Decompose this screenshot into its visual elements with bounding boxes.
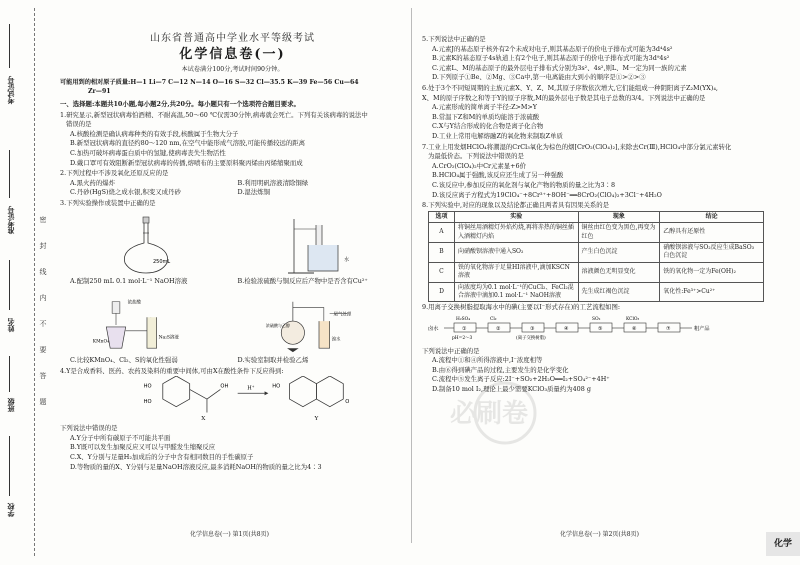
table-row bbox=[429, 262, 764, 282]
question-stem: 4.Y是合成香料、医药、农药及染料的重要中间体,可由X在酸性条件下反应得到: bbox=[60, 366, 284, 375]
question-8 bbox=[422, 201, 774, 302]
table-cell: 铜丝由红色变为黑色,再变为红色 bbox=[578, 223, 660, 243]
option-d: D.工业上常用电解熔融Z的氧化物来制取Z单质 bbox=[432, 131, 563, 140]
table-row bbox=[429, 282, 764, 302]
svg-text:HO: HO bbox=[272, 383, 281, 390]
option-c: C.X、Y分别与足量H₂加成后的分子中含有相同数目的手性碳原子 bbox=[70, 453, 254, 462]
table-cell: 将铜丝用酒精灯外焰灼烧,再将赤热的铜丝插入酒精灯内焰 bbox=[454, 223, 578, 243]
table-cell: C bbox=[429, 262, 455, 282]
table-cell: 先生成红褐色沉淀 bbox=[578, 282, 660, 302]
reaction-scheme-figure bbox=[60, 376, 400, 424]
label-kmno4: KMnO₄ bbox=[93, 339, 110, 345]
flow-reagent: SO₂ bbox=[592, 316, 601, 322]
option-d: D.等物质的量的X、Y分别与足量NaOH溶液反应,最多消耗NaOH的物质的量之比为4∶3 bbox=[70, 462, 322, 471]
table-cell: 产生白色沉淀 bbox=[578, 242, 660, 262]
question-stem: 2.下列过程中不涉及氧化还原反应的是 bbox=[60, 169, 169, 178]
question-7 bbox=[422, 143, 774, 201]
option-d: D.制备10 mol I₂,理论上最少需要KClO₃质量约为408 g bbox=[432, 384, 591, 393]
paper-title: 化学信息卷(一) bbox=[179, 46, 286, 62]
option-d: D.湿法炼铜 bbox=[237, 188, 270, 197]
exam-note: 本试卷满分100分,考试时间90分钟。 bbox=[181, 66, 284, 74]
flow-reagent: Cl₂ bbox=[490, 316, 497, 322]
question-stem: X、M的原子序数之和等于Y的原子序数,M的最外层电子数是其电子总数的3/4。下列说法中正确的是 bbox=[422, 93, 706, 102]
option-d: D.该反应离子方程式为19ClO₄⁻+8Cr³⁺+8OH⁻══8CrO₂(ClO₄)₂+3Cl⁻+4H₂O bbox=[432, 190, 662, 199]
question-stem: 9.用离子交换树脂提取海水中的碘(主要以I⁻形式存在)的工艺流程如图: bbox=[422, 303, 621, 312]
ethylene-apparatus-figure bbox=[264, 294, 374, 354]
table-header-cell: 选项 bbox=[429, 211, 455, 222]
seal-char: 要 bbox=[39, 346, 47, 353]
label-na2s: Na₂S溶液 bbox=[158, 335, 180, 341]
label-water: 水 bbox=[343, 256, 349, 263]
margin-field-ticket-id: 准考证号 bbox=[6, 206, 15, 234]
seal-char: 答 bbox=[39, 372, 47, 379]
question-5 bbox=[422, 35, 774, 83]
label-compound-y: Y bbox=[314, 416, 319, 423]
section-heading: 一、选择题:本题共10小题,每小题2分,共20分。每小题只有一个选项符合题目要求。 bbox=[60, 99, 300, 108]
question-6 bbox=[422, 84, 774, 142]
option-b: B.HClO₄属于强酸,该反应还生成了另一种强酸 bbox=[432, 171, 564, 180]
margin-underline bbox=[9, 150, 10, 198]
flow-condition: (离子交换树脂) bbox=[516, 335, 546, 341]
figure-caption-b: B.检验浓硫酸与铜反应后产物中是否含有Cu²⁺ bbox=[237, 276, 368, 285]
flow-step: ② bbox=[496, 325, 501, 332]
figure-caption-c: C.比较KMnO₄、Cl₂、S的氧化性强弱 bbox=[70, 356, 178, 365]
margin-underline bbox=[9, 436, 10, 496]
table-cell: A bbox=[429, 223, 455, 243]
svg-text:OH: OH bbox=[220, 383, 229, 390]
flow-step: ③ bbox=[530, 325, 535, 332]
option-b: B.由⑥得到碘产品的过程,主要发生的是化学变化 bbox=[432, 365, 569, 374]
question-2 bbox=[60, 169, 405, 198]
flow-step: ⑦ bbox=[666, 325, 671, 332]
subject-corner-tab: 化学 bbox=[766, 532, 800, 556]
seal-char: 密 bbox=[39, 216, 47, 223]
flow-step: ④ bbox=[564, 325, 569, 332]
label-acid-ethanol: 浓硫酸与乙醇 bbox=[265, 322, 290, 328]
margin-field-school: 学校 bbox=[6, 503, 15, 517]
flow-condition: pH=2～3 bbox=[452, 335, 473, 341]
option-c: C.元素L、M的基态原子的最外层电子排布式分别为3s²、4s²,则L、M一定为同一族的元素 bbox=[432, 63, 687, 72]
svg-text:HO: HO bbox=[143, 383, 152, 390]
process-flow-figure bbox=[426, 315, 766, 341]
svg-text:250mL: 250mL bbox=[153, 258, 171, 265]
atomic-masses: 可能用到的相对原子质量:H—1 Li—7 C—12 N—14 O—16 S—32 Cl—35.5 K—39 Fe—56 Cu—64 bbox=[60, 78, 359, 86]
option-c: C.流程中⑤发生离子反应:2I⁻+SO₂+2H₂O══I₂+SO₄²⁻+4H⁺ bbox=[432, 375, 610, 384]
watermark-logo bbox=[430, 378, 580, 448]
table-cell: 铁的氧化物一定为Fe(OH)₂ bbox=[660, 262, 764, 282]
question-sub-stem: 下列说法中错误的是 bbox=[60, 424, 118, 433]
question-stem: 7.工业上用发烟HClO₄将潮湿的CrCl₃氧化为棕色的烟[CrO₂(ClO₄)₂],来除去Cr(Ⅲ),HClO₄中部分氯元素转化 bbox=[422, 142, 732, 151]
right-page bbox=[422, 34, 774, 395]
question-stem: 3.下列实验操作或装置中正确的是 bbox=[60, 198, 156, 207]
margin-field-name: 姓名 bbox=[6, 318, 15, 332]
question-stem: 8.下列实验中,对应的现象以及结论都正确且两者具有因果关系的是 bbox=[422, 201, 610, 210]
option-c: C.丹砂(HgS)烧之成水银,积变又成丹砂 bbox=[70, 188, 181, 197]
option-b: B.Y既可以发生加聚反应又可以与甲醛发生缩聚反应 bbox=[70, 443, 216, 452]
table-cell: 乙醇具有还原性 bbox=[660, 223, 764, 243]
page-divider bbox=[411, 8, 412, 543]
flow-start: 卤水 bbox=[428, 325, 439, 332]
question-stem: 错误的是 bbox=[66, 120, 92, 129]
label-bromine-water: 溴水 bbox=[331, 337, 341, 343]
margin-underline bbox=[9, 260, 10, 310]
option-a: A.元素形成的简单离子半径:Z>M>Y bbox=[432, 103, 538, 112]
option-b: B.新型冠状病毒的直径约80～120 nm,在空气中能形成气溶胶,可能传播较远的距离 bbox=[70, 139, 306, 148]
option-a: A.核酸检测是确认病毒种类的有效手段,核酸属于生物大分子 bbox=[70, 129, 239, 138]
table-header-cell: 结论 bbox=[660, 211, 764, 222]
kmno4-apparatus-figure bbox=[91, 294, 201, 354]
margin-underline bbox=[9, 24, 10, 68]
flow-reagent: H₂SO₄ bbox=[456, 316, 470, 322]
table-header-row bbox=[429, 211, 764, 222]
question-stem: 6.处于3个不同短周期的主族元素X、Y、Z、M,其原子序数依次增大,它们能组成一种阴阳离子Z₂M(YX)₄, bbox=[422, 83, 718, 92]
question-sub-stem: 下列说法中正确的是 bbox=[422, 346, 480, 355]
figure-caption-a: A.配制250 mL 0.1 mol·L⁻¹ NaOH溶液 bbox=[70, 276, 188, 285]
option-b: B.利用明矾溶液清除铜绿 bbox=[237, 178, 309, 187]
question-stem: 5.下列说法中正确的是 bbox=[422, 35, 486, 43]
table-cell: B bbox=[429, 242, 455, 262]
option-a: A.元素J的基态原子核外有2个未成对电子,则其基态原子的价电子排布式可能为3d⁴4s² bbox=[432, 44, 673, 53]
table-cell: 溶液颜色无明显变化 bbox=[578, 262, 660, 282]
question-stem: 为最低价态。下列说法中错误的是 bbox=[428, 152, 524, 161]
margin-field-exam-id: 考试证号 bbox=[6, 76, 15, 104]
svg-text:O: O bbox=[345, 399, 350, 406]
table-header-cell: 实验 bbox=[454, 211, 578, 222]
option-a: A.CrO₂(ClO₄)₂中Cr元素显+6价 bbox=[432, 161, 526, 170]
margin-underline bbox=[9, 356, 10, 392]
flow-step: ① bbox=[462, 325, 467, 332]
flow-reagent: KClO₃ bbox=[626, 316, 640, 322]
option-d: D.戴口罩可有效阻断新型冠状病毒的传播,熔喷布的主要原料聚丙烯由丙烯缩聚而成 bbox=[70, 158, 303, 167]
seal-char: 不 bbox=[39, 320, 47, 327]
table-row bbox=[429, 223, 764, 243]
table-cell: 铁的氧化物溶于足量HI溶液中,滴加KSCN溶液 bbox=[454, 262, 578, 282]
label-compound-x: X bbox=[201, 416, 206, 423]
table-cell: D bbox=[429, 282, 455, 302]
option-a: A.黑火药的爆炸 bbox=[70, 178, 115, 187]
beaker-test-tube-figure bbox=[264, 215, 374, 275]
table-cell: 硝酸钡溶液与SO₂反应生成BaSO₃白色沉淀 bbox=[660, 242, 764, 262]
table-row bbox=[429, 242, 764, 262]
option-b: B.元素K的基态原子4s轨道上有2个电子,则其基态原子的价电子排布式可能为3d⁹4s² bbox=[432, 54, 670, 63]
seal-dashed-line bbox=[34, 8, 35, 556]
label-tail-gas: 尾气处理 bbox=[333, 312, 352, 318]
margin-field-class: 班级 bbox=[6, 398, 15, 412]
svg-text:HO: HO bbox=[143, 399, 152, 406]
table-cell: 向浓度均为0.1 mol·L⁻¹的CuCl₂、FeCl₂混合溶液中滴加0.1 mol·L⁻¹ NaOH溶液 bbox=[454, 282, 578, 302]
seal-char: 封 bbox=[39, 242, 47, 249]
volumetric-flask-figure bbox=[91, 215, 201, 275]
atomic-masses-cont: Zr—91 bbox=[88, 88, 111, 96]
question-stem: 1.研究显示,新型冠状病毒怕酒精、不耐高温,50～60 ℃仅需30分钟,病毒就会死亡。下列有关该病毒的说法中 bbox=[60, 110, 368, 119]
experiment-table bbox=[428, 211, 764, 303]
seal-char: 内 bbox=[39, 294, 47, 301]
page-footer-right: 化学信息卷(一) 第2页(共8页) bbox=[560, 531, 639, 538]
flow-end: 粗产品 bbox=[694, 325, 710, 332]
exam-title: 山东省普通高中学业水平等级考试 bbox=[150, 33, 315, 44]
watermark-text: 必刷卷 bbox=[450, 399, 529, 429]
label-conc-hcl: 浓盐酸 bbox=[127, 300, 142, 306]
option-a: A.Y分子中所有碳原子不可能共平面 bbox=[70, 433, 171, 442]
option-c: C.加热可破坏病毒蛋白质中的氢键,使病毒丧失生物活性 bbox=[70, 148, 226, 157]
option-c: C.该反应中,参加反应的氧化剂与氧化产物的物质的量之比为3∶8 bbox=[432, 180, 616, 189]
binding-margin bbox=[0, 0, 60, 565]
question-3 bbox=[60, 199, 405, 366]
figure-caption-d: D.实验室制取并检验乙烯 bbox=[237, 356, 309, 365]
seal-char: 线 bbox=[39, 268, 47, 275]
option-d: D.下列原子①Be、②Mg、③Ca中,第一电离能由大到小的顺序是①>②>③ bbox=[432, 73, 646, 82]
option-c: C.X与Y结合形成的化合物是离子化合物 bbox=[432, 122, 544, 131]
left-page bbox=[60, 6, 405, 472]
option-b: B.常温下Z和M的单质均能溶于浓硫酸 bbox=[432, 112, 540, 121]
table-cell: 氧化性:Fe³⁺>Cu²⁺ bbox=[660, 282, 764, 302]
question-1 bbox=[60, 111, 405, 169]
flow-step: ⑤ bbox=[598, 325, 603, 332]
table-header-cell: 现象 bbox=[578, 211, 660, 222]
option-a: A.流程中①和④所得溶液中,I⁻浓度相等 bbox=[432, 356, 543, 365]
arrow-condition: H⁺ bbox=[247, 385, 255, 392]
seal-char: 题 bbox=[39, 398, 47, 405]
question-4 bbox=[60, 367, 405, 473]
page-footer-left: 化学信息卷(一) 第1页(共8页) bbox=[190, 531, 269, 538]
table-cell: 向硝酸钡溶液中通入SO₂ bbox=[454, 242, 578, 262]
flow-step: ⑥ bbox=[632, 325, 637, 332]
